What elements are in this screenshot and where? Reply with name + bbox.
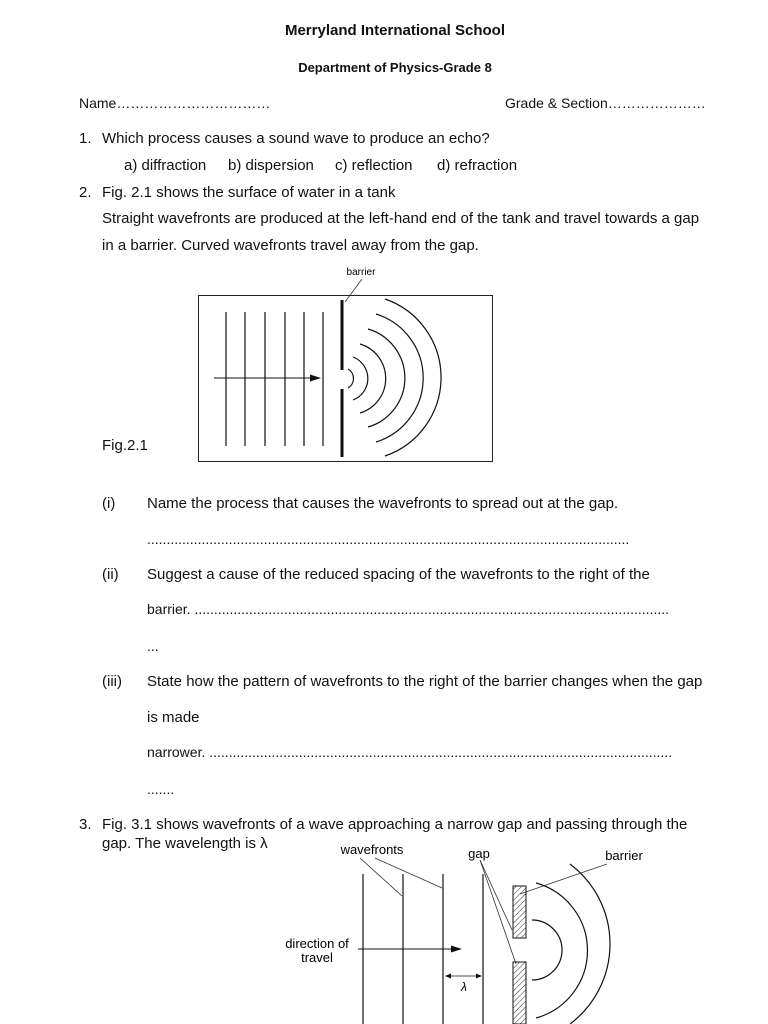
- department-subtitle: Department of Physics-Grade 8: [298, 60, 492, 75]
- q2-number: 2.: [79, 184, 92, 201]
- fig31-wavefronts-label: wavefronts: [340, 842, 404, 857]
- q2-part-iii-text-cont: is made: [147, 709, 200, 726]
- q1-text: Which process causes a sound wave to produce an echo?: [102, 130, 490, 147]
- q3-number: 3.: [79, 816, 92, 833]
- fig31-lambda-arrow-left: [445, 974, 451, 979]
- q1-option-b[interactable]: b) dispersion: [228, 157, 314, 174]
- q2-part-iii-number: (iii): [102, 673, 122, 690]
- q1-option-d[interactable]: d) refraction: [437, 157, 518, 174]
- fig31-direction-label-2: travel: [301, 950, 333, 965]
- q1-option-a[interactable]: a) diffraction: [124, 157, 207, 174]
- q2-part-i-answer-line[interactable]: ............................................................................................................................: [147, 531, 630, 547]
- school-title: Merryland International School: [284, 22, 506, 39]
- q2-part-ii-answer-line[interactable]: barrier. ..........................................................................................................................: [147, 601, 669, 617]
- q1-option-c[interactable]: c) reflection: [335, 157, 413, 174]
- q3-line2: gap. The wavelength is λ: [102, 835, 268, 852]
- fig31-curved-wavefronts: [532, 864, 610, 1024]
- q2-part-ii-answer-tail[interactable]: ...: [147, 638, 159, 654]
- figure-3-1: [270, 838, 690, 1024]
- q2-part-iii-answer-line[interactable]: narrower. .......................................................................................................................: [147, 744, 673, 760]
- fig21-barrier-pointer: [345, 279, 362, 302]
- fig21-barrier-label: barrier: [346, 267, 376, 278]
- fig31-arrowhead: [451, 946, 462, 953]
- q3-line1: Fig. 3.1 shows wavefronts of a wave approaching a narrow gap and passing through the: [102, 816, 688, 833]
- q2-part-ii-number: (ii): [102, 566, 119, 583]
- fig21-caption: Fig.2.1: [102, 437, 148, 454]
- name-field[interactable]: Name……………………………: [79, 95, 271, 111]
- q2-part-ii-text: Suggest a cause of the reduced spacing of the wavefronts to the right of the: [147, 566, 650, 583]
- fig31-gap-label: gap: [468, 846, 490, 861]
- q2-line3: in a barrier. Curved wavefronts travel away from the gap.: [102, 237, 479, 254]
- fig31-lambda-label: λ: [461, 980, 467, 994]
- q2-part-iii-answer-tail[interactable]: .......: [147, 781, 175, 797]
- q2-line2: Straight wavefronts are produced at the left-hand end of the tank and travel towards a gap: [102, 210, 700, 227]
- fig31-direction-label-1: direction of: [285, 936, 349, 951]
- fig31-barrier-top: [513, 886, 526, 938]
- figure-2-1: [190, 262, 500, 467]
- fig21-arrowhead: [310, 375, 321, 382]
- q1-number: 1.: [79, 130, 92, 147]
- q2-part-i-number: (i): [102, 495, 116, 512]
- fig21-curved-wavefronts: [348, 299, 441, 456]
- fig31-barrier-bottom: [513, 962, 526, 1024]
- grade-section-field[interactable]: Grade & Section…………………: [505, 95, 706, 111]
- fig31-lambda-arrow-right: [476, 974, 482, 979]
- q2-part-i-text: Name the process that causes the wavefronts to spread out at the gap.: [147, 495, 619, 512]
- fig21-straight-wavefronts: [226, 312, 323, 446]
- q2-line1: Fig. 2.1 shows the surface of water in a tank: [102, 184, 396, 201]
- q2-part-iii-text: State how the pattern of wavefronts to the right of the barrier changes when the gap: [147, 673, 703, 690]
- fig31-barrier-label: barrier: [605, 848, 643, 863]
